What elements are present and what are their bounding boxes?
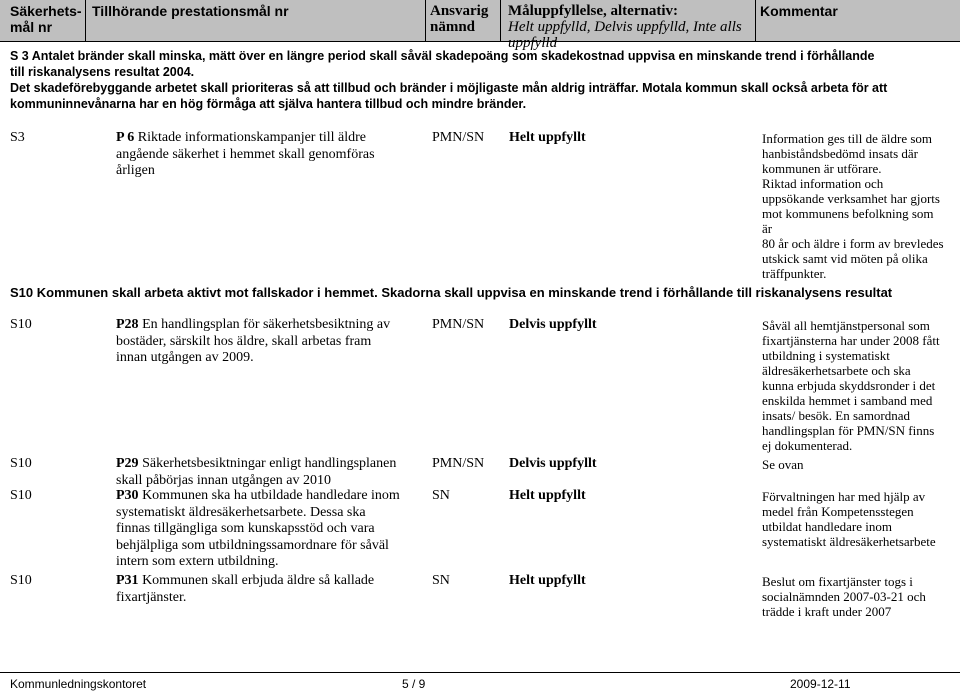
performance-goal-text: P28 En handlingsplan för säkerhetsbesiktning av bostäder, särskilt hos äldre, skall arbetas fram innan utgången av 2009. bbox=[116, 317, 391, 365]
status: Delvis uppfyllt bbox=[509, 456, 597, 471]
performance-goal-number: P 6 bbox=[116, 130, 135, 145]
goal-no: S3 bbox=[10, 130, 25, 145]
header-bottom-border bbox=[0, 41, 960, 42]
performance-goal-number: P28 bbox=[116, 317, 139, 332]
status: Helt uppfyllt bbox=[509, 130, 586, 145]
header-fulfilment: Måluppfyllelse, alternativ: Helt uppfylld, Delvis uppfylld, Inte alls uppfylld bbox=[508, 3, 742, 51]
page-number: 5 / 9 bbox=[402, 677, 426, 691]
section-s3-heading: S 3 Antalet bränder skall minska, mätt över en längre period skall såväl skadepoäng som skadekostnad uppvisa en minskande trend i förhållande till riskanalysens resultat 2004. Det skadeförebyggande arbetet skall prioriteras så att tillbud och bränder i möjligaste mån aldrig inträffar. Motala kommun skall också arbeta för att kommuninnevånarna har en hög förmåga att själva hantera tillbud och mindre bränder. bbox=[10, 49, 888, 111]
header-divider bbox=[755, 0, 756, 41]
comment: Information ges till de äldre som hanbiståndsbedömd insats där kommunen är utförare. Riktad information och uppsökande verksamhet har gjorts mot kommunens befolkning som är 80 år och äldre i form av brevledes utskick samt vid möten på olika träffpunkter. bbox=[762, 131, 944, 281]
performance-goal-text: P29 Säkerhetsbesiktningar enligt handlingsplanen skall påbörjas innan utgången av 2010 bbox=[116, 456, 397, 488]
header-divider bbox=[500, 0, 501, 41]
committee: PMN/SN bbox=[432, 317, 485, 332]
status: Helt uppfyllt bbox=[509, 488, 586, 503]
goal-no: S10 bbox=[10, 488, 32, 503]
footer-date: 2009-12-11 bbox=[790, 677, 851, 691]
footer-rule bbox=[0, 672, 960, 673]
performance-goal-text: P 6 Riktade informationskampanjer till äldre angående säkerhet i hemmet skall genomföras årligen bbox=[116, 130, 375, 178]
goal-no: S10 bbox=[10, 573, 32, 588]
comment: Se ovan bbox=[762, 457, 804, 472]
header-committee: Ansvarig nämnd bbox=[430, 3, 489, 35]
committee: SN bbox=[432, 488, 450, 503]
performance-goal-number: P30 bbox=[116, 488, 139, 503]
comment: Förvaltningen har med hjälp av medel från Kompetensstegen utbildat handledare inom systematiskt äldresäkerhetsarbete bbox=[762, 489, 936, 549]
comment: Beslut om fixartjänster togs i socialnämnden 2007-03-21 och trädde i kraft under 2007 bbox=[762, 574, 926, 619]
committee: PMN/SN bbox=[432, 456, 485, 471]
committee: PMN/SN bbox=[432, 130, 485, 145]
status: Delvis uppfyllt bbox=[509, 317, 597, 332]
header-divider bbox=[425, 0, 426, 41]
comment: Såväl all hemtjänstpersonal som fixartjänsterna har under 2008 fått utbildning i systematiskt äldresäkerhetsarbete och ska kunna erbjuda skyddsronder i det enskilda hemmet i samband med insats/ besök. En samordnad handlingsplan för PMN/SN finns ej dokumenterad. bbox=[762, 318, 940, 453]
header-goal-no: Säkerhets- mål nr bbox=[10, 3, 82, 35]
goal-no: S10 bbox=[10, 456, 32, 471]
goal-no: S10 bbox=[10, 317, 32, 332]
status: Helt uppfyllt bbox=[509, 573, 586, 588]
header-comment: Kommentar bbox=[760, 3, 838, 19]
performance-goal-number: P31 bbox=[116, 573, 139, 588]
performance-goal-text: P31 Kommunen skall erbjuda äldre så kallade fixartjänster. bbox=[116, 573, 375, 605]
performance-goal-number: P29 bbox=[116, 456, 139, 471]
header-divider bbox=[85, 0, 86, 41]
footer-department: Kommunledningskontoret bbox=[10, 677, 147, 691]
committee: SN bbox=[432, 573, 450, 588]
section-s10-heading: S10 Kommunen skall arbeta aktivt mot fallskador i hemmet. Skadorna skall uppvisa en minskande trend i förhållande till riskanalysens resultat bbox=[10, 285, 893, 300]
header-performance-goal: Tillhörande prestationsmål nr bbox=[92, 3, 289, 19]
performance-goal-text: P30 Kommunen ska ha utbildade handledare inom systematiskt äldresäkerhetsarbete. Dessa ska finnas tillgängliga som kunskapsstöd och vara behjälpliga som utbildningssamordnare för såväl intern som extern utbildning. bbox=[116, 488, 400, 569]
